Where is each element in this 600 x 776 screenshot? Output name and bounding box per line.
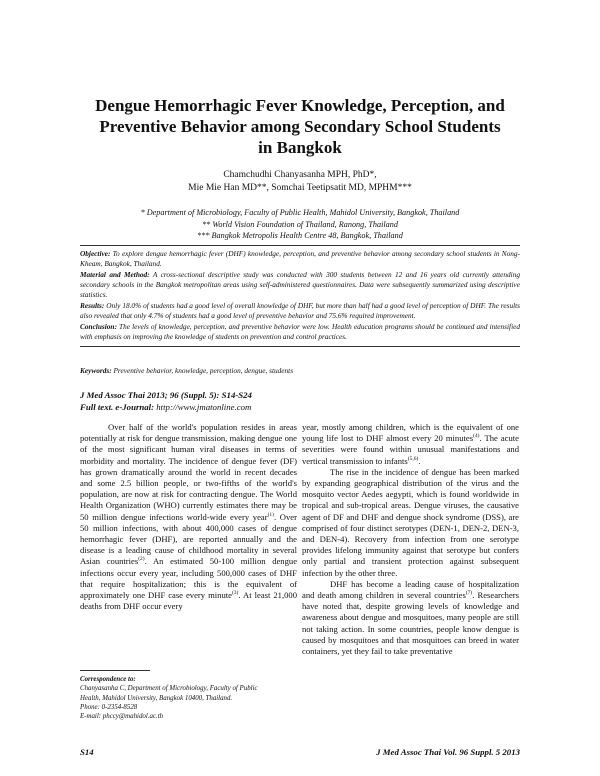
abstract-text: To explore dengue hemorrhagic fever (DHF) knowledge, perception, and preventive behavior among secondary school students in Nong-Kheam, Bangkok, Thailand. <box>80 249 520 268</box>
body-text: year, mostly among children, which is the equivalent of one young life lost to DHF almost every 20 minutes <box>302 422 519 444</box>
citation-ref: (1) <box>267 511 274 518</box>
paper-title <box>60 95 540 158</box>
abstract <box>80 245 520 347</box>
abstract-label: Results: <box>80 301 105 310</box>
body-text: . <box>418 455 421 466</box>
body-text: DHF has become a leading cause of hospitalization and death among children in several countries <box>302 578 519 601</box>
body-text: . An estimated 50-100 million dengue infections occur every year, including 500,000 cases of DHF that require hospitalization; this is the equivalent of approximately one DHF case every minute <box>80 556 298 601</box>
body-text: . At least 21,000 deaths from DHF occur every <box>80 590 297 612</box>
citation-ref: (7) <box>465 590 473 597</box>
citation-ref: (3) <box>231 590 239 597</box>
author-line: Chamchudhi Chanyasanha MPH, PhD*, <box>223 170 377 180</box>
citation-ref: (5,6) <box>407 455 419 462</box>
journal-url-link[interactable]: http://www.jmatonline.com <box>154 402 252 412</box>
citation-block <box>80 389 520 413</box>
body-column-right <box>302 422 519 657</box>
abstract-text: The levels of knowledge, perception, and preventive behavior were low. Health education programs should be continued and intensified with emphasis on improving the knowledge of students on prevention and control practices. <box>80 322 520 341</box>
body-paragraph <box>302 579 519 657</box>
affiliation: ** World Vision Foundation of Thailand, Ranong, Thailand <box>202 219 398 229</box>
citation-ref: (4) <box>473 433 480 440</box>
page-number: S14 <box>80 747 94 757</box>
body-paragraph: The rise in the incidence of dengue has been marked by expanding geographical distribution of the virus and the mosquito vector Aedes aegypti, which is found worldwide in tropical and sub-tropical areas. Dengue viruses, the causative agent of DF and DHF and dengue shock syndrome (DSS), are comprised of four distinct serotypes (DEN-1, DEN-2, DEN-3, and DEN-4). Recovery from infection from one serotype provides lifelong immunity against that serotype but confers only partial and transient protection against subsequent infection by the other three. <box>302 466 519 578</box>
footnote-divider <box>80 670 150 671</box>
continued-paragraph <box>302 422 519 467</box>
citation-ref: (2) <box>138 556 145 563</box>
keywords-text: Preventive behavior, knowledge, perception, dengue, students <box>111 366 294 375</box>
body-text: . Researchers have noted that, despite growing levels of knowledge and awareness about dengue and mosquitoes, many people are still not taking action. In some countries, people know dengue is caused by mosquitoes and that mosquitoes can breed in water containers, yet they fail to take preventative <box>302 590 519 657</box>
correspondence-email[interactable]: E-mail: phccy@mahidol.ac.th <box>80 713 164 721</box>
abstract-label: Conclusion: <box>80 322 117 331</box>
title-line: Preventive Behavior among Secondary School Students <box>99 117 501 136</box>
body-text: . The acute severities were found within unusual manifestations and vertical transmission to infants <box>302 433 519 466</box>
running-footer: J Med Assoc Thai Vol. 96 Suppl. 5 2013 <box>376 747 520 757</box>
abstract-method <box>80 270 520 300</box>
title-line: Dengue Hemorrhagic Fever Knowledge, Perception, and <box>95 96 505 115</box>
body-text: . Over 50 million infections, with about 400,000 cases of dengue hemorrhagic fever (DHF), are reported annually and the disease is a leading cause of childhood mortality in several Asian countries <box>80 511 297 567</box>
abstract-objective <box>80 249 520 269</box>
abstract-label: Material and Method: <box>80 270 150 279</box>
fulltext-line <box>80 401 520 413</box>
correspondence-title: Correspondence to: <box>80 676 136 683</box>
body-text: Over half of the world's population resides in areas potentially at risk for dengue transmission, making dengue one of the most significant human viral diseases in terms of morbidity and mortality. The incidence of dengue fever (DF) has grown dramatically around the world in recent decades and some 2.5 billion people, or two-fifths of the world's population, are now at risk for contracting dengue. The World Health Organization (WHO) currently estimates there may be 50 million dengue infections world-wide every year <box>80 422 297 522</box>
affiliation-list <box>60 207 540 242</box>
journal-citation: J Med Assoc Thai 2013; 96 (Suppl. 5): S14-S24 <box>80 390 252 400</box>
correspondence-line: Health, Mahidol University, Bangkok 10400, Thailand. <box>80 694 233 702</box>
abstract-results <box>80 301 520 321</box>
affiliation: *** Bangkok Metropolis Health Centre 48, Bangkok, Thailand <box>197 231 403 240</box>
keywords-label: Keywords: <box>80 366 112 375</box>
affiliation: * Department of Microbiology, Faculty of Public Health, Mahidol University, Bangkok, Thailand <box>140 208 460 217</box>
correspondence-block <box>80 675 290 721</box>
author-line: Mie Mie Han MD**, Somchai Teetipsatit MD, MPHM*** <box>188 182 412 193</box>
fulltext-label: Full text. e-Journal: <box>80 402 155 412</box>
abstract-label: Objective: <box>80 249 111 258</box>
intro-paragraph <box>80 422 297 612</box>
abstract-conclusion <box>80 322 520 342</box>
keywords <box>80 366 520 376</box>
correspondence-line: Chanyasanha C, Department of Microbiology, Faculty of Public <box>80 685 258 693</box>
correspondence-line: Phone: 0-2354-8528 <box>80 703 138 711</box>
abstract-text: A cross-sectional descriptive study was conducted with 300 students between 12 and 16 years old currently attending secondary schools in the Bangkok metropolitan areas using self-administered questionnaires. Data were subsequently summarized using descriptive statistics. <box>80 270 520 299</box>
title-line: in Bangkok <box>258 138 342 157</box>
abstract-text: Only 18.0% of students had a good level of overall knowledge of DHF, but more than half had a good level of perception of DHF. The results also revealed that only 4.7% of students had a good level of preventive behavior and 75.6% required improvement. <box>80 301 520 320</box>
body-column-left <box>80 422 297 612</box>
author-list <box>60 169 540 194</box>
